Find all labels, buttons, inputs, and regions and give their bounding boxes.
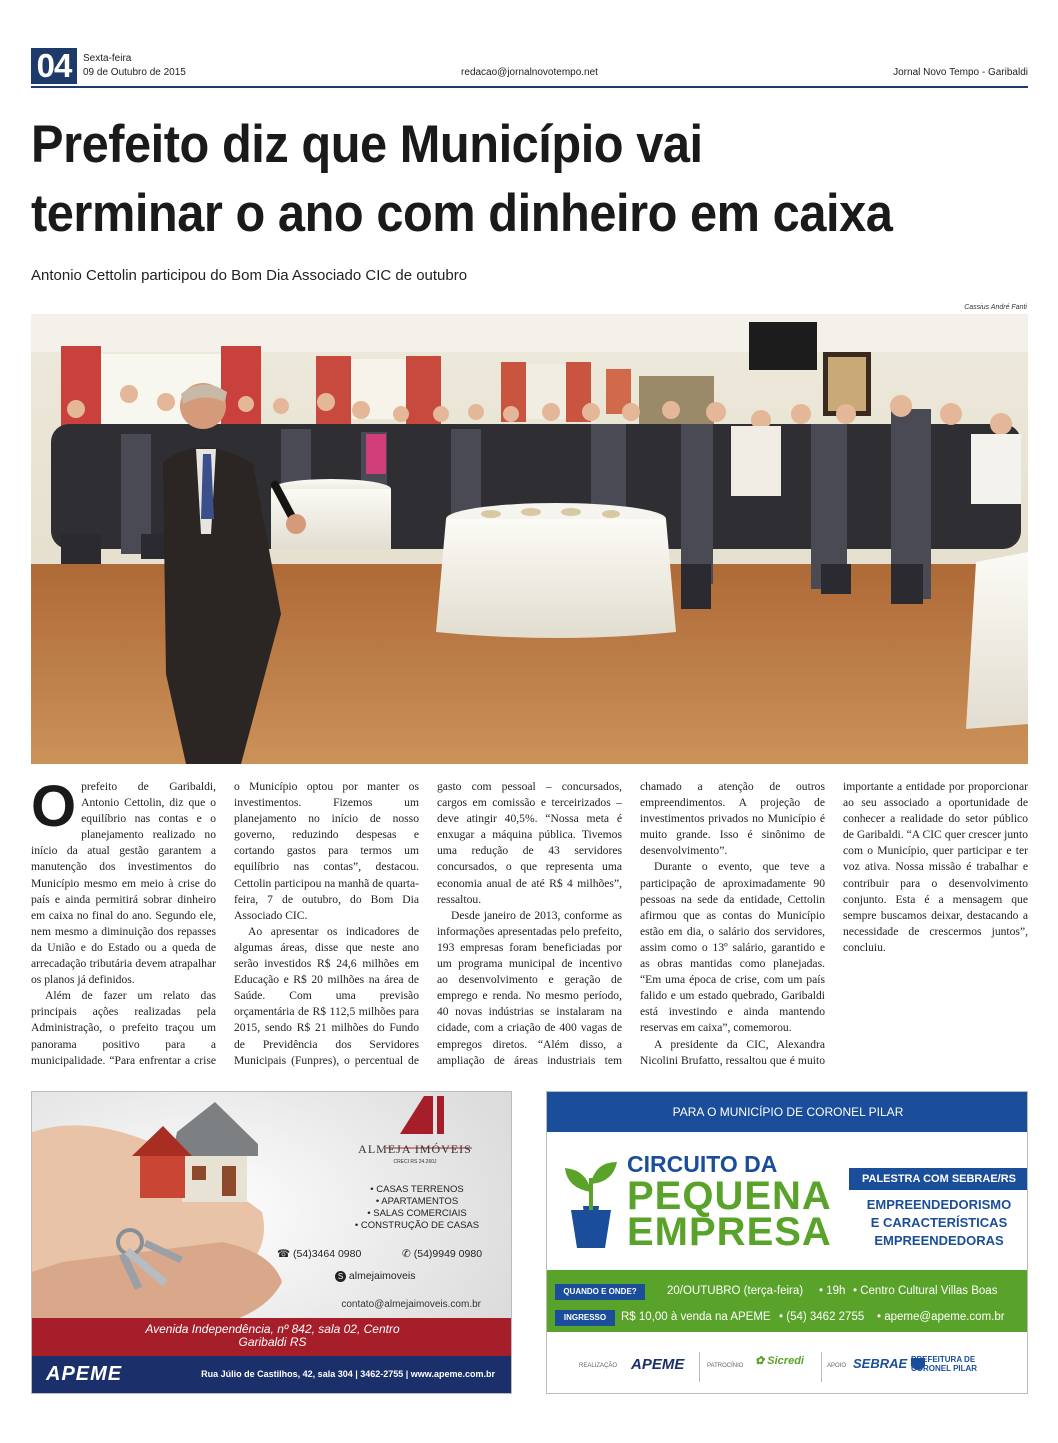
article-paragraph-5: Durante o evento, que teve a participação de aproximadamente 90 pessoas na sede da entidade, Cettolin afirmou que as contas do Município estão em dia, o salário dos servidores, assim como o 13º salário, garantido e as obras mantidas como planejadas. “Em uma época de crise, com um país falido e um estado quebrado, Garibaldi está investindo e ainda mantendo reservas em caixa”, comemorou.: [640, 860, 825, 1035]
newspaper-name: Jornal Novo Tempo - Garibaldi: [893, 67, 1028, 78]
sicredi-logo: ✿ Sicredi: [755, 1355, 804, 1367]
page-header: [31, 48, 1028, 88]
event-time: • 19h: [819, 1285, 846, 1297]
sicredi-mark-icon: ✿: [755, 1355, 765, 1367]
plant-icon: [561, 1158, 621, 1248]
service-item: • SALAS COMERCIAIS: [367, 1208, 467, 1219]
almeja-phone[interactable]: ☎ (54)3464 0980: [277, 1248, 362, 1260]
apeme-logo: APEME: [631, 1356, 685, 1373]
almeja-skype[interactable]: S almejaimoveis: [335, 1270, 415, 1282]
almeja-brand: ALMEJA IMÓVEIS: [358, 1142, 472, 1156]
almeja-imoveis-ad[interactable]: [31, 1091, 512, 1394]
whatsapp-icon: ✆: [402, 1248, 411, 1260]
apeme-contact: Rua Júlio de Castilhos, 42, sala 304 | 3462-2755 | www.apeme.com.br: [201, 1369, 495, 1379]
weekday: Sexta-feira: [83, 53, 132, 64]
almeja-whatsapp[interactable]: ✆ (54)9949 0980: [402, 1248, 483, 1260]
headline-line-2: terminar o ano com dinheiro em caixa: [31, 184, 893, 243]
ticket-price: R$ 10,00 à venda na APEME: [621, 1311, 771, 1323]
ad-top-banner: PARA O MUNICÍPIO DE CORONEL PILAR: [547, 1092, 1028, 1132]
when-label: QUANDO E ONDE?: [555, 1284, 645, 1300]
phone-icon: ☎: [277, 1248, 291, 1260]
photo-credit: Cassius André Fanti: [964, 304, 1027, 311]
sponsors-strip: [547, 1344, 1028, 1394]
ad-title-line-2: PEQUENA: [627, 1174, 832, 1218]
palestra-theme: EMPREENDEDORISMO E CARACTERÍSTICAS EMPREENDEDORAS: [866, 1197, 1012, 1248]
sponsor-divider: [821, 1352, 822, 1382]
article-photo: [31, 314, 1028, 764]
service-item: • APARTAMENTOS: [375, 1196, 459, 1207]
article-headline: [31, 110, 942, 248]
prefeitura-logo: PREFEITURA DE CORONEL PILAR: [911, 1355, 978, 1373]
date: 09 de Outubro de 2015: [83, 67, 186, 78]
ticket-label: INGRESSO: [555, 1310, 615, 1326]
skype-icon: S: [335, 1271, 346, 1282]
event-photo-illustration: [31, 314, 1028, 764]
sponsor-divider: [699, 1352, 700, 1382]
ticket-email[interactable]: • apeme@apeme.com.br: [877, 1311, 1005, 1323]
sebrae-logo: SEBRAE: [853, 1356, 908, 1371]
newsroom-email: redacao@jornalnovotempo.net: [461, 67, 598, 78]
ticket-phone[interactable]: • (54) 3462 2755: [779, 1311, 865, 1323]
article-paragraph-6: A presidente da CIC, Alexandra Nicolini Brufatto, ressaltou que é muito importante a entidade por proporcionar ao seu associado a oportunidade de conhecer a realidade do setor público de Garibaldi. “A CIC quer crescer junto com o Município, quer participar e ter voz ativa. Nossa missão é trabalhar e contribuir para o desenvolvimento conjunto. Esta é a mensagem que sempre buscamos deixar, destacando a necessidade de crescermos juntos”, concluiu.: [640, 780, 1028, 1067]
article-subtitle: Antonio Cettolin participou do Bom Dia Associado CIC de outubro: [31, 267, 468, 284]
event-info-band: [547, 1270, 1028, 1332]
ad-title-line-1: CIRCUITO DA: [627, 1151, 778, 1177]
almeja-email[interactable]: contato@almejaimoveis.com.br: [341, 1299, 481, 1310]
ad-title-line-3: EMPRESA: [627, 1210, 832, 1254]
event-date: 20/OUTUBRO (terça-feira): [667, 1285, 804, 1297]
drop-cap: O: [31, 774, 77, 839]
article-paragraph-2: Além de fazer um relato das principais ações realizadas pela Administração, o prefeito traçou um panorama positivo para a municipalidade. “Para enfrentar a crise o Município optou por manter os investimentos. Fizemos um planejamento no início de nosso governo, reduzindo despesas e cortando gastos para termos um equilíbrio nas contas”, destacou. Cettolin participou na manhã de quarta-feira, 7 de outubro, do Bom Dia Associado CIC.: [31, 780, 419, 1067]
article-paragraph-3: Ao apresentar os indicadores de algumas áreas, disse que neste ano serão investidos R$ 24,6 milhões em Educação e R$ 20 milhões na área de Saúde. Com uma previsão orçamentária de R$ 112,5 milhões para 2015, sendo R$ 21 milhões do Fundo de Previdência dos Servidores Municipais (Funpres), o percentual de gasto com pessoal – concursados, cargos em comissão e terceirizados – deve atingir 40,5%. “Nossa meta é enxugar a máquina pública. Tivemos uma redução de 43 servidores concursados, o que representa uma economia anual de até R$ 4 milhões”, ressaltou.: [234, 780, 622, 1067]
article-paragraph-1: Oprefeito de Garibaldi, Antonio Cettolin, diz que o equilíbrio nas contas e o planejamento realizado no início da atual gestão garantem a manutenção dos investimentos do Município mesmo em meio à crise do país e ainda permitirá sobrar dinheiro em caixa no final do ano. Segundo ele, nem mesmo a diminuição dos repasses da União e do Estado ou a queda de arrecadação tributária devem atrapalhar os planos já definidos.: [31, 774, 216, 987]
service-item: • CONSTRUÇÃO DE CASAS: [354, 1220, 480, 1231]
apeme-footer: [32, 1356, 512, 1394]
almeja-services: [327, 1184, 507, 1232]
almeja-creci: CRECI RS 24.260J: [393, 1159, 437, 1165]
almeja-address: [32, 1318, 512, 1356]
realizacao-label: REALIZAÇÃO: [579, 1363, 618, 1369]
circuito-pequena-empresa-ad[interactable]: [546, 1091, 1028, 1394]
article-paragraph-4: Desde janeiro de 2013, conforme as informações apresentadas pelo prefeito, 193 empresas foram beneficiadas por um programa municipal de incentivo ao desenvolvimento e geração de emprego e renda. No mesmo período, 40 novas indústrias se instalaram na cidade, com a criação de 400 vagas de empregos diretos. “Além disso, a ampliação de áreas industriais tem chamado a atenção de outros empreendimentos. A projeção de investimentos privados no Município é muito grande. Isso é sinônimo de desenvolvimento”.: [437, 780, 825, 1067]
address-line-1: Avenida Independência, nº 842, sala 02, Centro: [145, 1322, 400, 1336]
address-line-2: Garibaldi RS: [238, 1335, 307, 1349]
headline-line-1: Prefeito diz que Município vai: [31, 115, 703, 174]
article-body: [31, 774, 1028, 1079]
apoio-label: APOIO: [827, 1363, 847, 1369]
event-venue: • Centro Cultural Villas Boas: [853, 1285, 998, 1297]
service-item: • CASAS TERRENOS: [370, 1184, 464, 1195]
page-number: 04: [31, 48, 77, 84]
patrocinio-label: PATROCÍNIO: [707, 1363, 744, 1369]
palestra-label: PALESTRA COM SEBRAE/RS: [849, 1168, 1028, 1190]
apeme-logo: APEME: [46, 1363, 123, 1385]
